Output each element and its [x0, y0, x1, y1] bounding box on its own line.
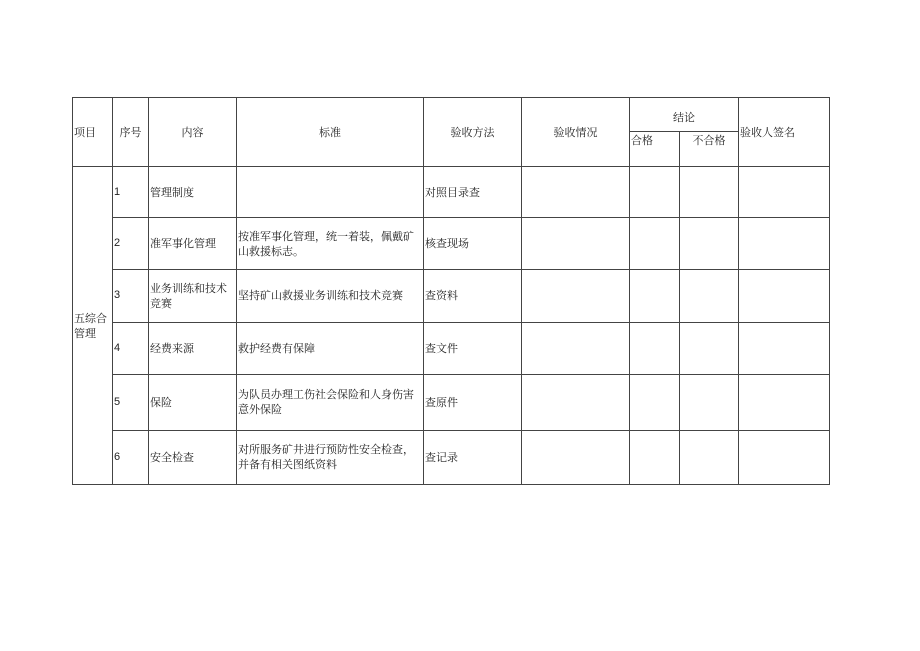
header-method: 验收方法	[424, 98, 522, 167]
table-row	[73, 322, 830, 374]
row-pass	[630, 430, 680, 484]
row-seq: 5	[113, 374, 149, 430]
row-method: 查文件	[424, 322, 522, 374]
row-seq: 3	[113, 270, 149, 322]
row-seq: 6	[113, 430, 149, 484]
row-fail	[680, 167, 739, 218]
row-content: 安全检查	[149, 430, 237, 484]
row-method: 对照目录查	[424, 167, 522, 218]
row-situation	[522, 167, 630, 218]
acceptance-table	[72, 97, 830, 485]
row-fail	[680, 430, 739, 484]
row-standard	[237, 167, 424, 218]
row-situation	[522, 270, 630, 322]
row-standard: 救护经费有保障	[237, 322, 424, 374]
table-row	[73, 270, 830, 322]
header-fail: 不合格	[680, 132, 739, 167]
row-method: 查资料	[424, 270, 522, 322]
row-fail	[680, 322, 739, 374]
row-standard: 为队员办理工伤社会保险和人身伤害意外保险	[237, 374, 424, 430]
row-pass	[630, 374, 680, 430]
row-pass	[630, 218, 680, 270]
row-situation	[522, 430, 630, 484]
row-standard: 对所服务矿井进行预防性安全检查，并备有相关图纸资料	[237, 430, 424, 484]
row-seq: 4	[113, 322, 149, 374]
row-content: 管理制度	[149, 167, 237, 218]
header-situation: 验收情况	[522, 98, 630, 167]
row-fail	[680, 374, 739, 430]
table-row	[73, 374, 830, 430]
row-method: 核查现场	[424, 218, 522, 270]
row-seq: 1	[113, 167, 149, 218]
row-pass	[630, 167, 680, 218]
row-signer	[739, 270, 830, 322]
row-pass	[630, 322, 680, 374]
row-standard: 按准军事化管理，统一着装，佩戴矿山救援标志。	[237, 218, 424, 270]
row-pass	[630, 270, 680, 322]
row-content: 经费来源	[149, 322, 237, 374]
header-content: 内容	[149, 98, 237, 167]
row-method: 查记录	[424, 430, 522, 484]
table-row	[73, 430, 830, 484]
row-seq: 2	[113, 218, 149, 270]
project-name-text: 五综合管理	[74, 311, 107, 340]
row-situation	[522, 374, 630, 430]
header-seq: 序号	[113, 98, 149, 167]
row-method: 查原件	[424, 374, 522, 430]
header-pass: 合格	[630, 132, 680, 167]
table-row	[73, 167, 830, 218]
row-fail	[680, 270, 739, 322]
header-project: 项目	[73, 98, 113, 167]
row-situation	[522, 322, 630, 374]
table-row	[73, 218, 830, 270]
row-signer	[739, 374, 830, 430]
row-content: 准军事化管理	[149, 218, 237, 270]
header-conclusion: 结论	[630, 98, 739, 132]
row-signer	[739, 167, 830, 218]
project-name	[73, 167, 113, 485]
row-situation	[522, 218, 630, 270]
row-signer	[739, 218, 830, 270]
row-content: 业务训练和技术竞赛	[149, 270, 237, 322]
row-fail	[680, 218, 739, 270]
row-signer	[739, 430, 830, 484]
header-signer: 验收人签名	[739, 98, 830, 167]
header-standard: 标准	[237, 98, 424, 167]
row-content: 保险	[149, 374, 237, 430]
row-signer	[739, 322, 830, 374]
row-standard: 坚持矿山救援业务训练和技术竞赛	[237, 270, 424, 322]
